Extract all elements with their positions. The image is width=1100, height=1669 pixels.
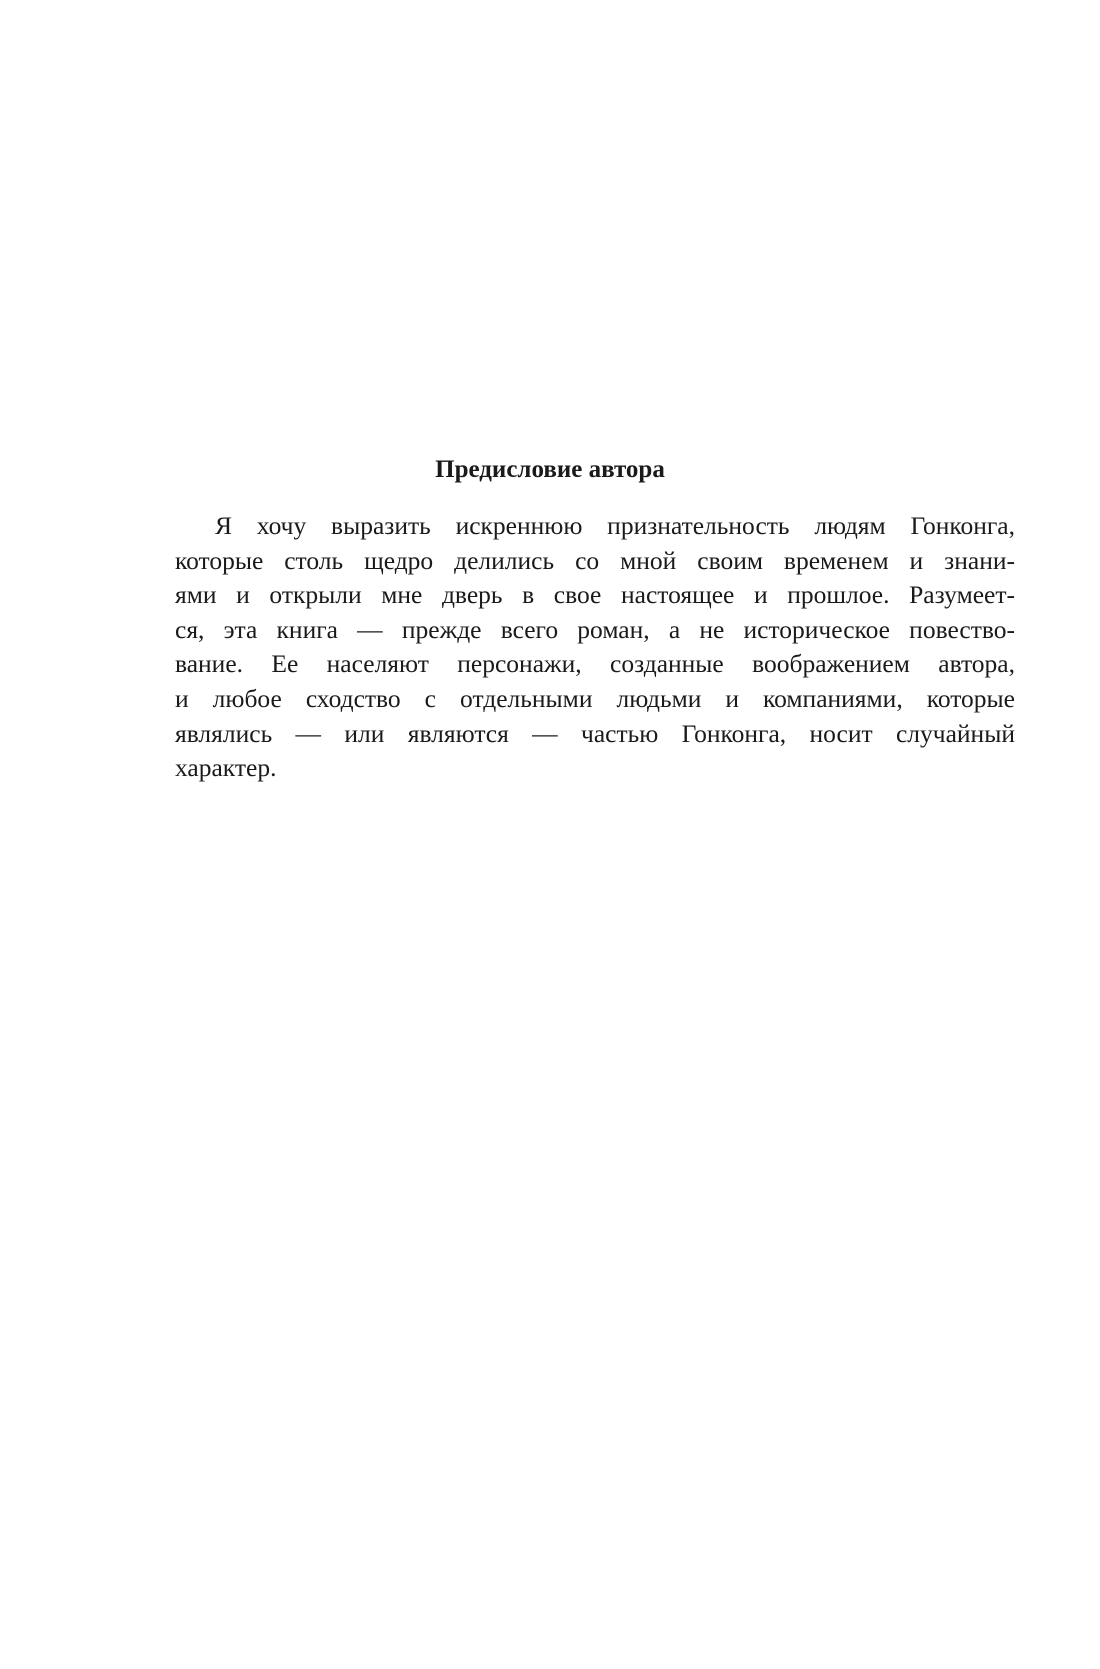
paragraph-line: вание. Ее населяют персонажи, созданные воображением автора, [175,649,1015,679]
paragraph-line: являлись — или являются — частью Гонконга, носит случайный [175,718,1015,748]
page-title: Предисловие автора [435,456,665,483]
paragraph-line: ся, эта книга — прежде всего роман, а не историческое повество- [175,614,1015,644]
paragraph-line: и любое сходство с отдельными людьми и компаниями, которые [175,683,1015,713]
paragraph-line: характер. [175,753,277,783]
preface-paragraph [175,509,1015,786]
paragraph-line: Я хочу выразить искреннюю признательность людям Гонконга, [215,511,1015,540]
paragraph-line: ями и открыли мне дверь в свое настоящее и прошлое. Разумеет- [175,580,1015,610]
paragraph-line: которые столь щедро делились со мной своим временем и знани- [175,545,1015,575]
